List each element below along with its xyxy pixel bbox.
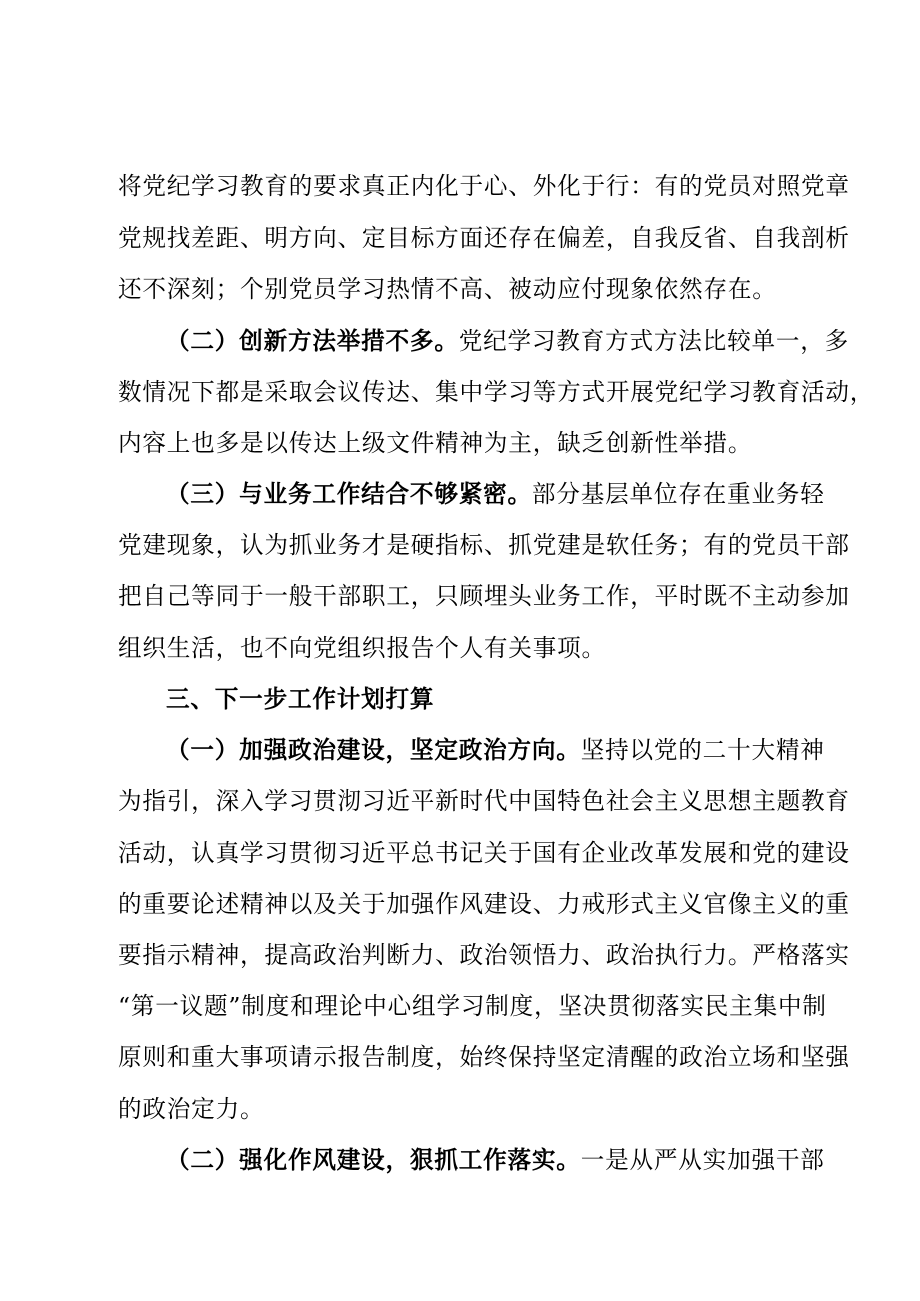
subheading-innovation: （二）创新方法举措不多。 bbox=[166, 327, 459, 355]
paragraph-line: 把自己等同于一般干部职工，只顾埋头业务工作，平时既不主动参加 bbox=[118, 582, 850, 610]
paragraph-first-line bbox=[166, 480, 825, 508]
paragraph-first-line bbox=[166, 736, 825, 764]
paragraph-line: 为指引，深入学习贯沏习近平新时代中国特色社会主义思想主题教育 bbox=[118, 787, 850, 815]
paragraph-line: 内容上也多是以传达上级文件精神为主，缺乏创新性举措。 bbox=[118, 429, 753, 457]
paragraph-line: 还不深刻；个别党员学习热情不高、被动应付现象依然存在。 bbox=[118, 275, 777, 303]
subheading-integration: （三）与业务工作结合不够紧密。 bbox=[166, 480, 532, 508]
paragraph-line: 的重要论述精神以及关于加强作风建设、力戒形式主义官像主义的重 bbox=[118, 890, 850, 918]
paragraph-text: 一是从严从实加强干部 bbox=[580, 1146, 825, 1174]
paragraph-line: 党规找差距、明方向、定目标方面还存在偏差，自我反省、自我剖析 bbox=[118, 224, 850, 252]
section-heading: 三、下一步工作计划打算 bbox=[166, 685, 435, 713]
paragraph-line: 数情况下都是采取会议传达、集中学习等方式开展党纪学习教育活动， bbox=[118, 378, 875, 406]
subheading-political: （一）加强政治建设，坚定政治方向。 bbox=[166, 736, 581, 764]
paragraph-first-line bbox=[166, 1146, 825, 1174]
paragraph-first-line bbox=[166, 327, 849, 355]
paragraph-line: 活动，认真学习贯彻习近平总书记关于国有企业改革发展和党的建设 bbox=[118, 839, 850, 867]
paragraph-line: 原则和重大事项请示报告制度，始终保持坚定清醒的政治立场和坚强 bbox=[118, 1043, 850, 1071]
paragraph-line: 组织生活，也不向党组织报告个人有关事项。 bbox=[118, 634, 606, 662]
paragraph-line: 的政治定力。 bbox=[118, 1095, 265, 1123]
subheading-work-style: （二）强化作风建设，狠抓工作落实。 bbox=[166, 1146, 581, 1174]
paragraph-text: 党纪学习教育方式方法比较单一，多 bbox=[458, 327, 850, 355]
paragraph-line: 党建现象，认为抓业务才是硬指标、抓党建是软任务；有的党员干部 bbox=[118, 531, 850, 559]
paragraph-line: “第一议题”制度和理论中心组学习制度，坚决贯彻落实民主集中制 bbox=[118, 992, 827, 1020]
paragraph-line: 要指示精神，提高政治判断力、政治领悟力、政治执行力。严格落实 bbox=[118, 941, 850, 969]
paragraph-text: 坚持以党的二十大精神 bbox=[580, 736, 825, 764]
paragraph-text: 部分基层单位存在重业务轻 bbox=[531, 480, 825, 508]
paragraph-line: 将党纪学习教育的要求真正内化于心、外化于行：有的党员对照党章 bbox=[118, 172, 850, 200]
